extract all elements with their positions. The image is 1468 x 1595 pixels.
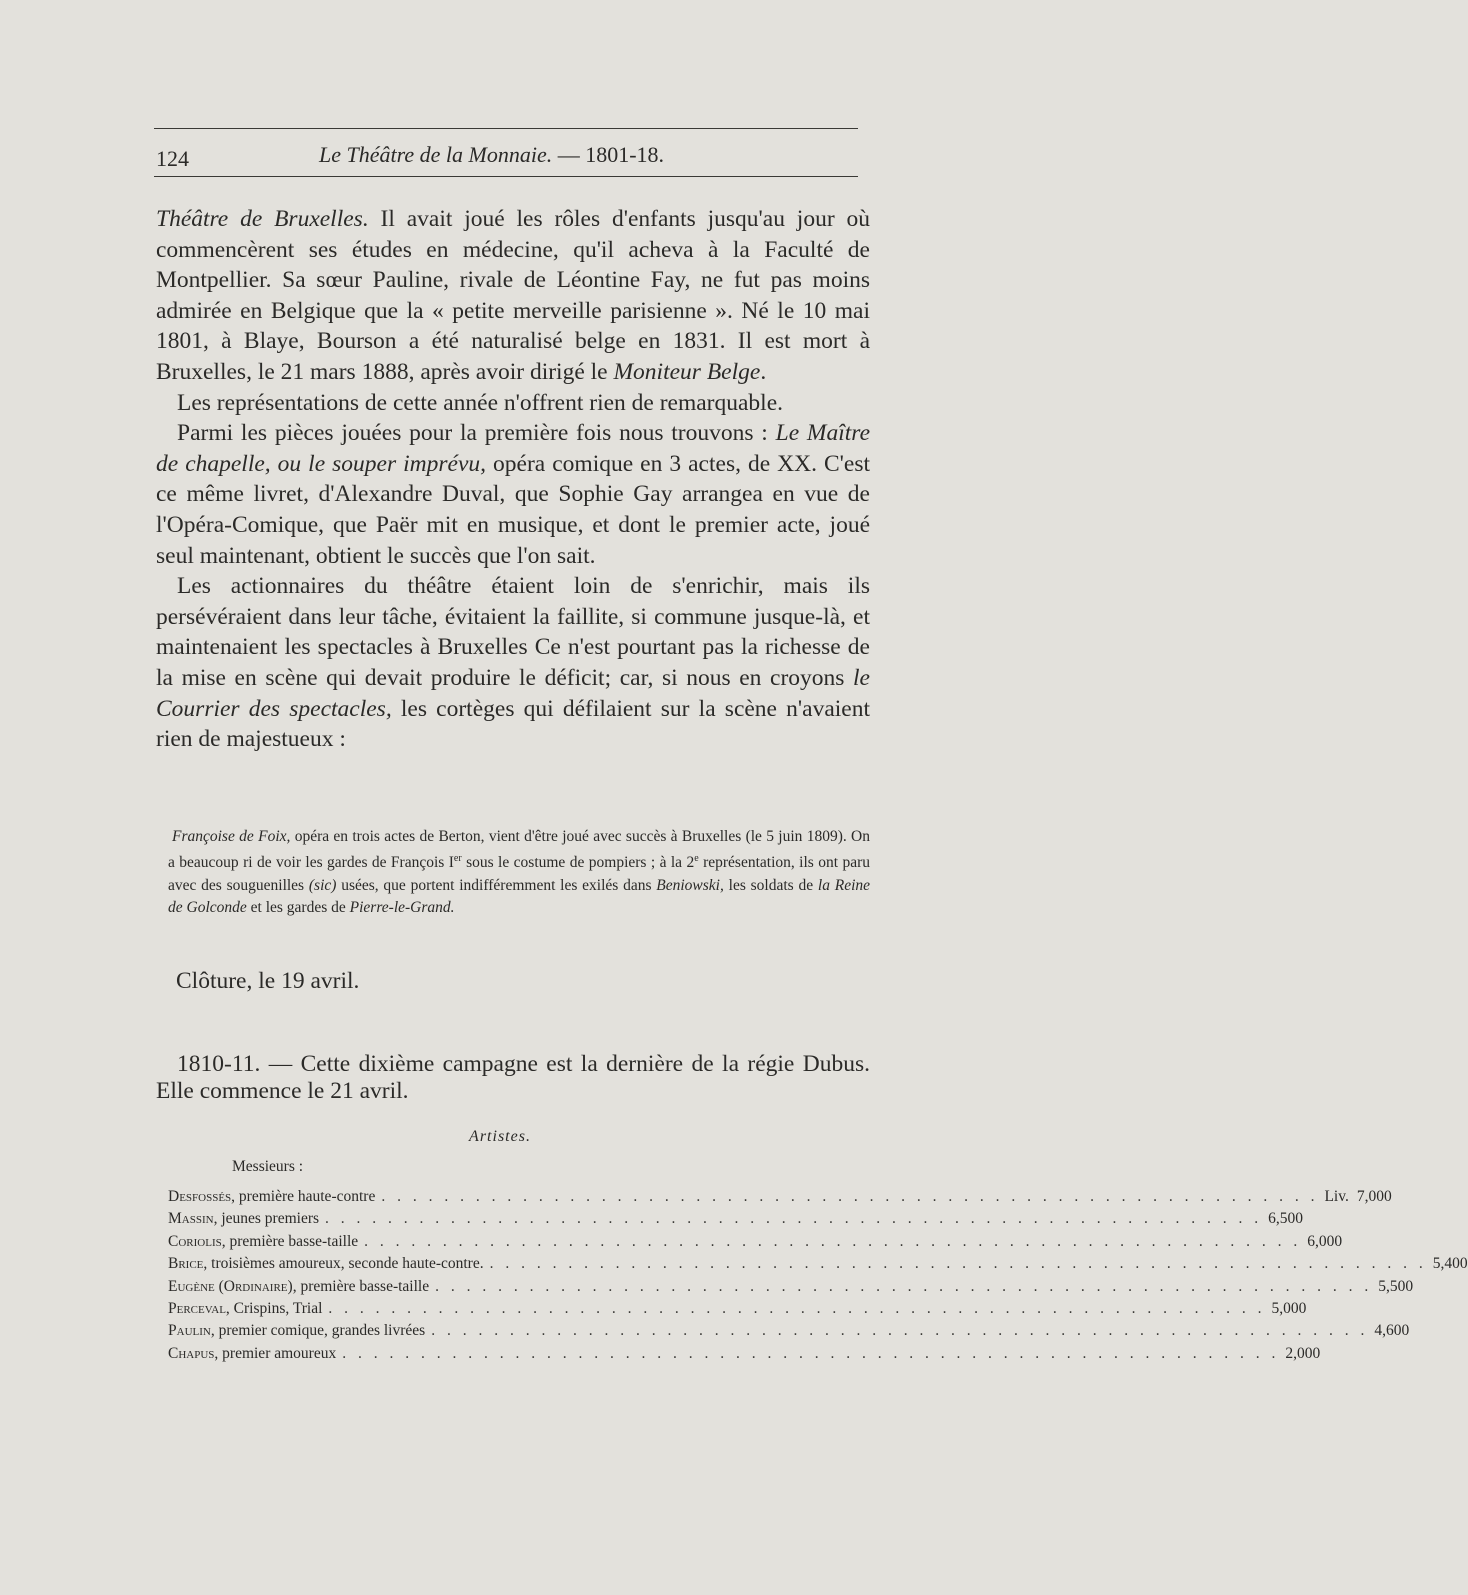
header-rule-bottom xyxy=(154,176,858,177)
artist-role: , première basse-taille xyxy=(292,1277,430,1295)
leader-dots: . . . . . . . . . . . . . . . . . . . . . . . . . . . . . . . . . . . . . . . . . . . . . . . . . . . . . . . . . . . . xyxy=(431,1322,1369,1340)
page-header xyxy=(156,140,716,172)
para3-text-1: Parmi les pièces jouées pour la première fois nous trouvons : xyxy=(177,420,776,447)
quote-text-1: opéra en trois actes de Berton, vient d'être joué avec succès à Bruxelles (le 5 juin 1809). On a beaucoup ri de voir les gardes de François I xyxy=(168,828,870,872)
quote-italic-5: Pierre-le-Grand. xyxy=(349,899,455,917)
quote-text-5: les soldats de xyxy=(723,876,818,894)
artist-role: , premier comique, grandes livrées xyxy=(210,1322,426,1340)
page-number: 124 xyxy=(156,146,189,171)
season-intro xyxy=(156,1051,870,1105)
quotation-block xyxy=(168,826,870,920)
artist-role: , première haute-contre xyxy=(231,1188,376,1205)
para3-text-2: opéra comique en 3 actes, de XX. C'est ce même livret, d'Alexandre Duval, que Sophie Gay arrangea en vue de l'Opéra-Comique, que Paër mit en musique, et dont le premier acte, joué seul maintenant, obtient le succès que l'on sait. xyxy=(156,450,871,569)
roster-row xyxy=(168,1210,1304,1232)
leader-dots: . . . . . . . . . . . . . . . . . . . . . . . . . . . . . . . . . . . . . . . . . . . . . . . . . . . . . . . . . . . . xyxy=(325,1210,1263,1228)
quotation-text xyxy=(168,826,870,920)
roster-row xyxy=(168,1322,1410,1344)
theatre-ref: Théâtre de Bruxelles. xyxy=(156,206,369,232)
artist-entry xyxy=(168,1188,375,1206)
quote-italic-4: la Reine de Golconde xyxy=(168,876,871,917)
quote-italic-3: Beniowski, xyxy=(656,876,724,894)
paragraph-representations: Les représentations de cette année n'offrent rien de remarquable. xyxy=(177,389,784,416)
quote-text-2: sous le costume de pompiers ; à la 2 xyxy=(461,854,695,872)
artist-name: Brice xyxy=(168,1255,204,1273)
paragraph-actionnaires xyxy=(156,571,870,755)
roster-row xyxy=(168,1344,1321,1367)
quote-italic-1: Françoise de Foix, xyxy=(172,828,291,845)
artist-entry xyxy=(168,1210,319,1228)
closing-line: Clôture, le 19 avril. xyxy=(176,968,360,994)
messieurs-label: Messieurs : xyxy=(232,1158,304,1175)
artist-entry xyxy=(168,1300,322,1318)
courrier-ref: le Courrier des spectacles, xyxy=(156,664,870,722)
quote-text-6: et les gardes de xyxy=(246,899,350,917)
salary-amount: 6,500 xyxy=(1268,1210,1304,1228)
paragraph-bourson xyxy=(156,204,870,388)
quote-sup-2: e xyxy=(694,853,699,865)
artist-name: Eugène (Ordinaire) xyxy=(168,1277,293,1295)
running-title xyxy=(319,142,664,168)
roster-row xyxy=(168,1232,1343,1255)
leader-dots: . . . . . . . . . . . . . . . . . . . . . . . . . . . . . . . . . . . . . . . . . . . . . . . . . . . . . . . . . . . . xyxy=(381,1188,1319,1205)
salary-amount: 7,000 xyxy=(1356,1188,1392,1205)
leader-dots: . . . . . . . . . . . . . . . . . . . . . . . . . . . . . . . . . . . . . . . . . . . . . . . . . . . . . . . . . . . . xyxy=(328,1299,1266,1317)
salary-amount: 6,000 xyxy=(1307,1232,1343,1250)
artist-role: , jeunes premiers xyxy=(213,1210,320,1228)
paragraph-pieces xyxy=(156,418,870,571)
leader-dots: . . . . . . . . . . . . . . . . . . . . . . . . . . . . . . . . . . . . . . . . . . . . . . . . . . . . . . . . . . . . xyxy=(489,1255,1427,1273)
running-title-years: — 1801-18. xyxy=(557,142,665,167)
opera-title: Le Maître de chapelle, ou le souper imprévu, xyxy=(156,420,871,477)
leader-dots: . . . . . . . . . . . . . . . . . . . . . . . . . . . . . . . . . . . . . . . . . . . . . . . . . . . . . . . . . . . . xyxy=(364,1232,1302,1250)
para4-text-2: les cortèges qui défilaient sur la scène n'avaient rien de majestueux : xyxy=(156,695,870,753)
quote-sup-1: er xyxy=(453,853,462,865)
salary-amount: 5,500 xyxy=(1378,1277,1414,1295)
quote-italic-2: (sic) xyxy=(308,876,337,894)
salary-amount: 5,400 xyxy=(1432,1255,1468,1273)
artist-entry xyxy=(168,1345,336,1363)
currency-unit: Liv. xyxy=(1324,1188,1349,1205)
para1-text-2: . xyxy=(760,358,767,385)
salary-amount: 5,000 xyxy=(1271,1299,1307,1317)
main-text xyxy=(156,204,870,755)
quote-text-3: représentation, ils ont paru avec des souguenilles xyxy=(168,854,870,894)
leader-dots: . . . . . . . . . . . . . . . . . . . . . . . . . . . . . . . . . . . . . . . . . . . . . . . . . . . . . . . . . . . . xyxy=(435,1277,1373,1295)
artist-role: , premier amoureux xyxy=(214,1344,337,1362)
roster-row xyxy=(168,1277,1414,1300)
roster-row xyxy=(168,1255,1468,1277)
artist-name: Massin xyxy=(168,1210,214,1228)
running-title-text: Le Théâtre de la Monnaie. xyxy=(319,142,553,167)
roster-row xyxy=(168,1299,1307,1322)
artist-name: Desfossés xyxy=(168,1188,232,1205)
season-text: 1810-11. — Cette dixième campagne est la dernière de la régie Dubus. Elle commence le 21 avril. xyxy=(156,1051,870,1104)
header-rule-top xyxy=(154,128,858,129)
newspaper-ref: Moniteur Belge xyxy=(613,358,761,385)
artist-name: Perceval xyxy=(168,1299,226,1317)
artist-entry xyxy=(168,1233,358,1251)
artists-heading: Artistes. xyxy=(469,1128,531,1145)
artist-entry xyxy=(168,1322,425,1340)
artist-role: , première basse-taille xyxy=(221,1232,359,1250)
salary-amount: 4,600 xyxy=(1374,1322,1410,1340)
leader-dots: . . . . . . . . . . . . . . . . . . . . . . . . . . . . . . . . . . . . . . . . . . . . . . . . . . . . . . . . . . . . xyxy=(342,1344,1280,1362)
artist-role: , Crispins, Trial xyxy=(225,1299,323,1317)
artist-name: Coriolis xyxy=(168,1232,222,1250)
roster-row xyxy=(168,1188,1392,1210)
artist-roster xyxy=(168,1188,1468,1367)
artist-name: Paulin xyxy=(168,1322,211,1340)
artist-name: Chapus xyxy=(168,1344,215,1362)
artist-entry xyxy=(168,1255,484,1273)
para4-text-1: Les actionnaires du théâtre étaient loin de s'enrichir, mais ils persévéraient dans leur tâche, évitaient la faillite, si commune jusque-là, et maintenaient les spectacles à Bruxelles Ce n'est pourtant pas la richesse de la mise en scène qui devait produire le déficit; car, si nous en croyons xyxy=(156,573,870,691)
artist-entry xyxy=(168,1278,429,1296)
artist-role: , troisièmes amoureux, seconde haute-contre. xyxy=(203,1255,484,1273)
quote-text-4: usées, que portent indifféremment les exilés dans xyxy=(336,876,657,894)
para1-text-1: Il avait joué les rôles d'enfants jusqu'au jour où commencèrent ses études en médecine, qu'il acheva à la Faculté de Montpellier. Sa sœur Pauline, rivale de Léontine Fay, ne fut pas moins admirée en Belgique que la « petite merveille parisienne ». Né le 10 mai 1801, à Blaye, Bourson a été naturalisé belge en 1831. Il est mort à Bruxelles, le 21 mars 1888, après avoir dirigé le xyxy=(156,206,870,385)
salary-amount: 2,000 xyxy=(1285,1344,1321,1362)
